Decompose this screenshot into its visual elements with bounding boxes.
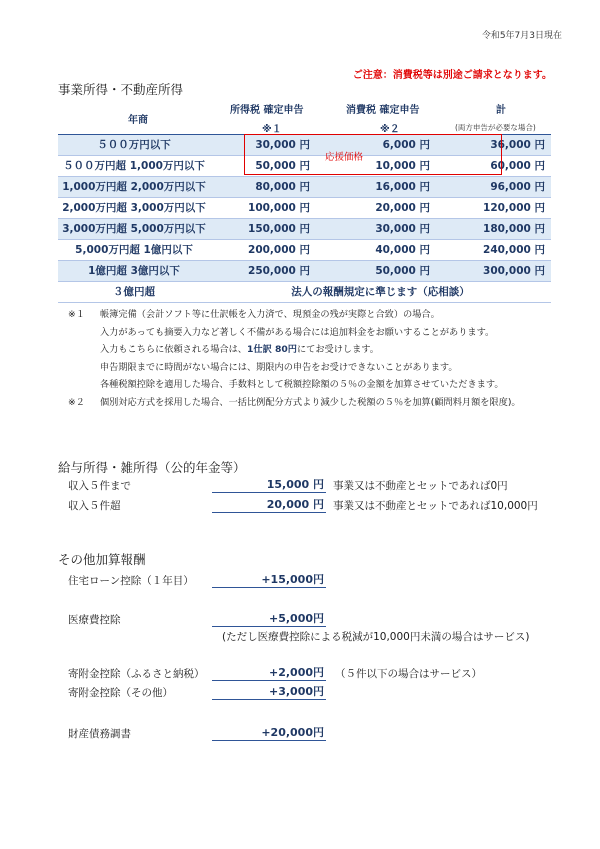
donation-other-value: +3,000円 bbox=[212, 683, 326, 700]
furusato-value: +2,000円 bbox=[212, 664, 326, 681]
header-consumption-tax-note: ※２ bbox=[380, 124, 400, 135]
table-row bbox=[58, 219, 551, 240]
salary-value-over-5: 20,000 円 bbox=[212, 496, 326, 513]
section-title-salary: 給与所得・雑所得（公的年金等） bbox=[58, 460, 246, 475]
cell-total: 180,000 円 bbox=[483, 223, 545, 235]
section-title-business: 事業所得・不動産所得 bbox=[58, 82, 184, 97]
table-header bbox=[58, 98, 551, 135]
table-row bbox=[58, 261, 551, 282]
note-1-line-1 bbox=[68, 306, 521, 324]
table-row bbox=[58, 177, 551, 198]
asset-report-label: 財産債務調書 bbox=[68, 728, 131, 740]
note-1-mark: ※１ bbox=[68, 309, 85, 320]
salary-label-up-to-5: 収入５件まで bbox=[68, 480, 131, 492]
cell-consumption-tax: 16,000 円 bbox=[375, 181, 430, 193]
cell-income-tax: 200,000 円 bbox=[248, 244, 310, 256]
cell-income-tax: 50,000 円 bbox=[255, 160, 310, 172]
note-1-text-3c: にてお受けします。 bbox=[296, 344, 379, 356]
cell-consumption-tax: 50,000 円 bbox=[375, 265, 430, 277]
furusato-label: 寄附金控除（ふるさと納税） bbox=[68, 668, 205, 680]
housing-loan-label: 住宅ローン控除（１年目） bbox=[68, 575, 194, 587]
cell-consumption-tax: 20,000 円 bbox=[375, 202, 430, 214]
cell-total: 120,000 円 bbox=[483, 202, 545, 214]
note-1-text-3a: 入力もこちらに依頼される場合は、 bbox=[100, 344, 247, 356]
fee-table bbox=[58, 98, 551, 303]
donation-other-label: 寄附金控除（その他） bbox=[68, 687, 173, 699]
furusato-remark: （５件以下の場合はサービス） bbox=[335, 668, 482, 680]
medical-deduction-label: 医療費控除 bbox=[68, 614, 121, 626]
note-1-text-1: 帳簿完備（会計ソフト等に仕訳帳を入力済で、現預金の残が実際と合致）の場合。 bbox=[100, 309, 440, 320]
support-price-label: 応援価格 bbox=[325, 152, 364, 163]
footnotes bbox=[68, 306, 521, 412]
document-date: 令和5年7月3日現在 bbox=[481, 31, 562, 41]
header-total-note: (両方申告が必要な場合) bbox=[455, 123, 536, 132]
note-1-text-4: 申告期限までに時間がない場合には、期限内の申告をお受けできないことがあります。 bbox=[100, 361, 458, 373]
cell-revenue: ５００万円以下 bbox=[97, 139, 171, 151]
cell-total: 60,000 円 bbox=[490, 160, 545, 172]
header-consumption-tax: 消費税 確定申告 bbox=[346, 105, 420, 116]
note-2-text: 個別対応方式を採用した場合、一括比例配分方式より減少した税額の５％を加算(顧問料月額を限度)。 bbox=[100, 396, 521, 408]
support-price-highlight bbox=[244, 134, 502, 175]
salary-value-up-to-5: 15,000 円 bbox=[212, 476, 326, 493]
cell-consumption-tax: 40,000 円 bbox=[375, 244, 430, 256]
asset-report-value: +20,000円 bbox=[212, 724, 326, 741]
note-2-line bbox=[68, 394, 521, 412]
cell-total: 96,000 円 bbox=[490, 181, 545, 193]
cell-revenue: 1億円超 3億円以下 bbox=[88, 265, 180, 277]
header-total: 計 bbox=[496, 105, 506, 116]
cell-consumption-tax: 6,000 円 bbox=[382, 139, 430, 151]
tax-notice: ご注意：消費税等は別途ご請求となります。 bbox=[352, 70, 552, 81]
salary-label-over-5: 収入５件超 bbox=[68, 500, 121, 512]
header-income-tax-note: ※１ bbox=[262, 124, 282, 135]
cell-corporate-rule: 法人の報酬規定に準じます（応相談） bbox=[291, 286, 470, 298]
cell-income-tax: 80,000 円 bbox=[255, 181, 310, 193]
cell-revenue: ５００万円超 1,000万円以下 bbox=[63, 160, 205, 172]
cell-income-tax: 150,000 円 bbox=[248, 223, 310, 235]
table-row bbox=[58, 198, 551, 219]
header-income-tax: 所得税 確定申告 bbox=[230, 105, 304, 116]
section-title-other-fees: その他加算報酬 bbox=[58, 552, 146, 567]
housing-loan-value: +15,000円 bbox=[212, 571, 326, 588]
cell-income-tax: 250,000 円 bbox=[248, 265, 310, 277]
header-revenue: 年商 bbox=[128, 115, 148, 126]
cell-consumption-tax: 10,000 円 bbox=[375, 160, 430, 172]
salary-remark-over-5: 事業又は不動産とセットであれば10,000円 bbox=[333, 500, 538, 512]
cell-revenue: 3,000万円超 5,000万円以下 bbox=[62, 223, 206, 235]
cell-total: 240,000 円 bbox=[483, 244, 545, 256]
note-1-text-2: 入力があっても摘要入力など著しく不備がある場合には追加料金をお願いすることがあります。 bbox=[100, 326, 495, 338]
table-row bbox=[58, 240, 551, 261]
note-2-mark: ※２ bbox=[68, 396, 85, 408]
cell-total: 36,000 円 bbox=[490, 139, 545, 151]
cell-revenue: 1,000万円超 2,000万円以下 bbox=[62, 181, 206, 193]
cell-revenue: 5,000万円超 1億円以下 bbox=[75, 244, 193, 256]
cell-consumption-tax: 30,000 円 bbox=[375, 223, 430, 235]
note-1-journal-price: 1仕訳 80円 bbox=[247, 344, 297, 356]
cell-income-tax: 100,000 円 bbox=[248, 202, 310, 214]
cell-income-tax: 30,000 円 bbox=[255, 139, 310, 151]
note-1-text-5: 各種税額控除を適用した場合、手数料として税額控除額の５％の金額を加算させていただきます。 bbox=[100, 379, 504, 391]
cell-total: 300,000 円 bbox=[483, 265, 545, 277]
salary-remark-up-to-5: 事業又は不動産とセットであれば0円 bbox=[333, 480, 508, 492]
table-row bbox=[58, 282, 551, 303]
medical-deduction-value: +5,000円 bbox=[212, 610, 326, 627]
cell-revenue: ３億円超 bbox=[113, 286, 155, 298]
medical-deduction-remark: (ただし医療費控除による税減が10,000円未満の場合はサービス) bbox=[222, 631, 530, 643]
note-1-line-3 bbox=[68, 341, 521, 359]
cell-revenue: 2,000万円超 3,000万円以下 bbox=[62, 202, 206, 214]
